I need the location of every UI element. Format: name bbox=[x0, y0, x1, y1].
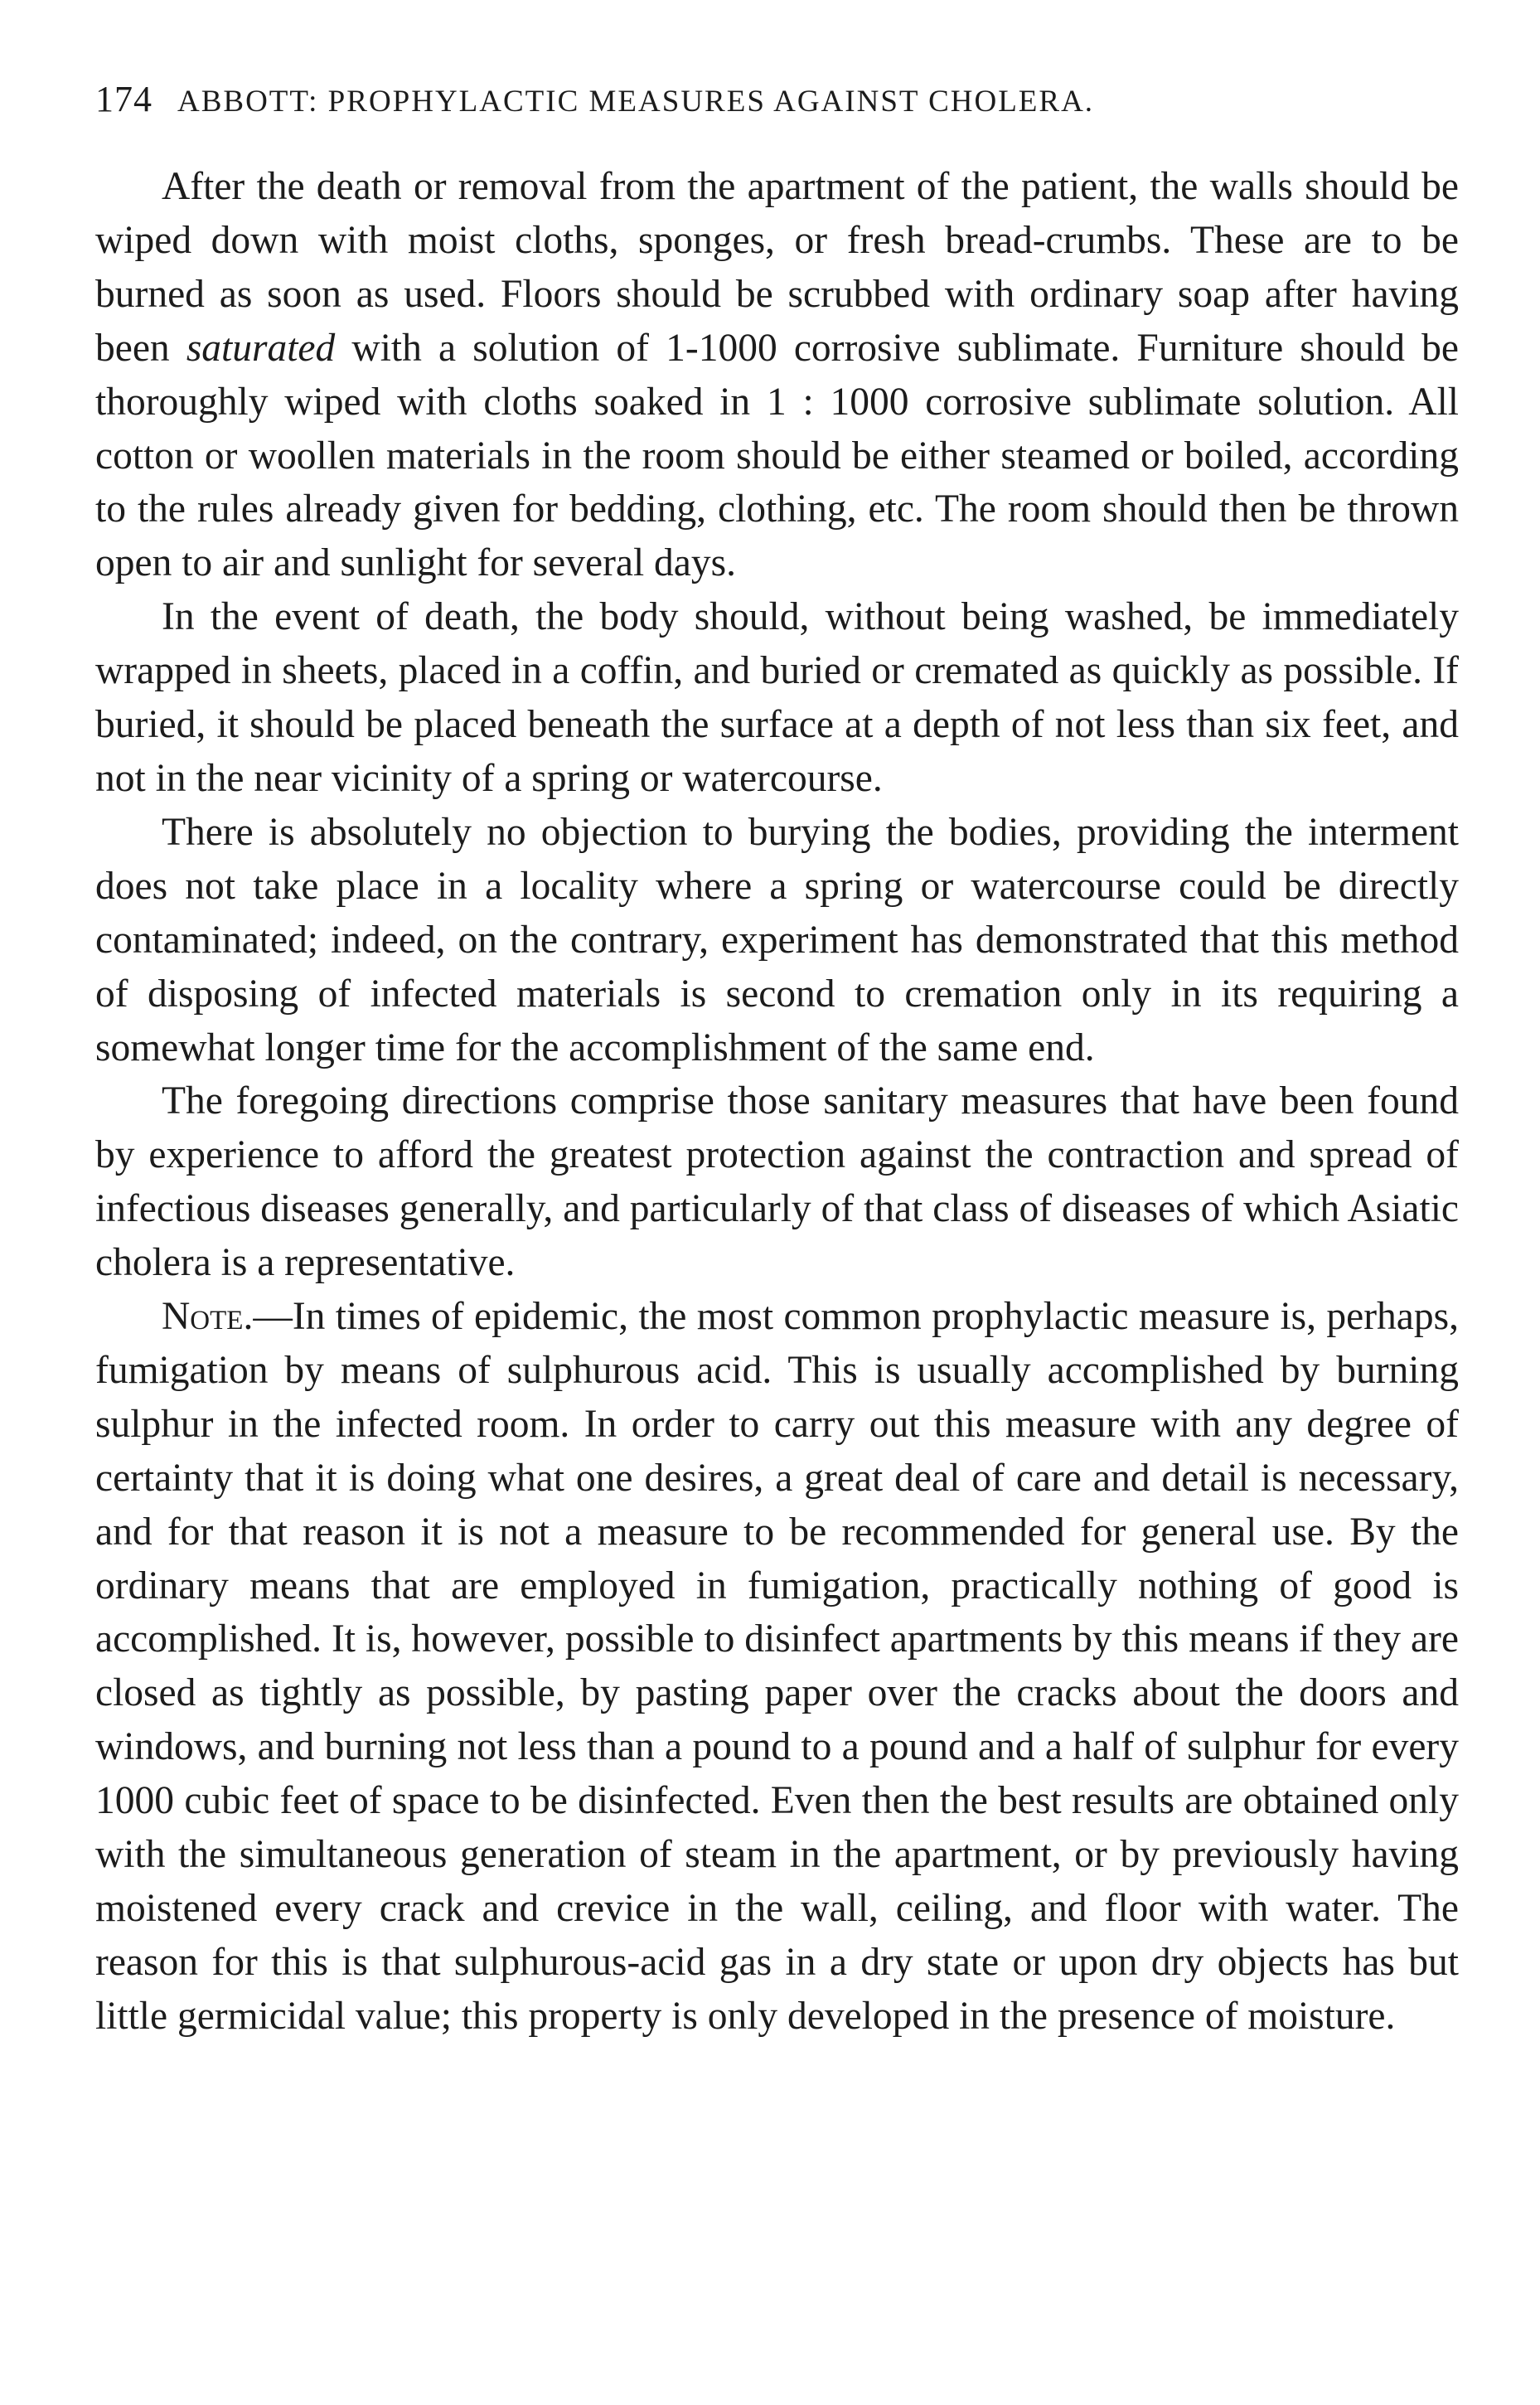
note-text: —In times of epidemic, the most common prophylactic measure is, perhaps, fumigation by means of sulphurous acid. This is usually accomplished by burning sulphur in the infected room. In order to carry out this measure with any degree of certainty that it is doing what one desires, a great deal of care and detail is necessary, and for that reason it is not a measure to be recommended for general use. By the ordinary means that are employed in fumigation, practically nothing of good is accomplished. It is, however, possible to disinfect apartments by this means if they are closed as tightly as possible, by pasting paper over the cracks about the doors and windows, and burning not less than a pound to a pound and a half of sulphur for every 1000 cubic feet of space to be disinfected. Even then the best results are obtained only with the simultaneous generation of steam in the apartment, or by previously having moistened every crack and crevice in the wall, ceiling, and floor with water. The reason for this is that sulphurous-acid gas in a dry state or upon dry objects has but little germicidal value; this property is only developed in the presence of moisture. bbox=[95, 1295, 1459, 2038]
paragraph-after-death bbox=[95, 160, 1459, 590]
book-page bbox=[95, 79, 1459, 2044]
running-head bbox=[95, 79, 1459, 120]
paragraph-text: with a solution of 1-1000 corrosive sublimate. Furniture should be thoroughly wiped with cloths soaked in 1 : 1000 corrosive sublimate solution. All cotton or woollen materials in the room should be either steamed or boiled, according to the rules already given for bedding, clothing, etc. The room should then be thrown open to air and sunlight for several days. bbox=[95, 326, 1459, 585]
paragraph-burying-bodies: There is absolutely no objection to burying the bodies, providing the interment does not take place in a locality where a spring or watercourse could be directly contaminated; indeed, on the contrary, experiment has demonstrated that this method of disposing of infected materials is second to cremation only in its requiring a somewhat longer time for the accomplishment of the same end. bbox=[95, 810, 1459, 1069]
page-number: 174 bbox=[95, 79, 153, 119]
paragraph-note bbox=[95, 1290, 1459, 2044]
paragraph-foregoing-directions: The foregoing directions comprise those sanitary measures that have been found by experience to afford the greatest protection against the contraction and spread of infectious diseases generally, and particularly of that class of diseases of which Asiatic cholera is a representative. bbox=[95, 1079, 1459, 1285]
running-title: ABBOTT: PROPHYLACTIC MEASURES AGAINST CHOLERA. bbox=[177, 85, 1095, 119]
paragraph-text: After the death or removal from the apartment of the patient, the walls should be wiped down with moist cloths, sponges, or fresh bread-crumbs. These are to be burned as soon as used. Floors should be scrubbed with ordinary soap after having been bbox=[95, 165, 1459, 370]
paragraph-event-of-death: In the event of death, the body should, without being washed, be immediately wrapped in sheets, placed in a coffin, and buried or cremated as quickly as possible. If buried, it should be placed beneath the surface at a depth of not less than six feet, and not in the near vicinity of a spring or watercourse. bbox=[95, 595, 1459, 800]
note-label: Note. bbox=[162, 1295, 254, 1339]
emphasized-word: saturated bbox=[186, 326, 336, 370]
